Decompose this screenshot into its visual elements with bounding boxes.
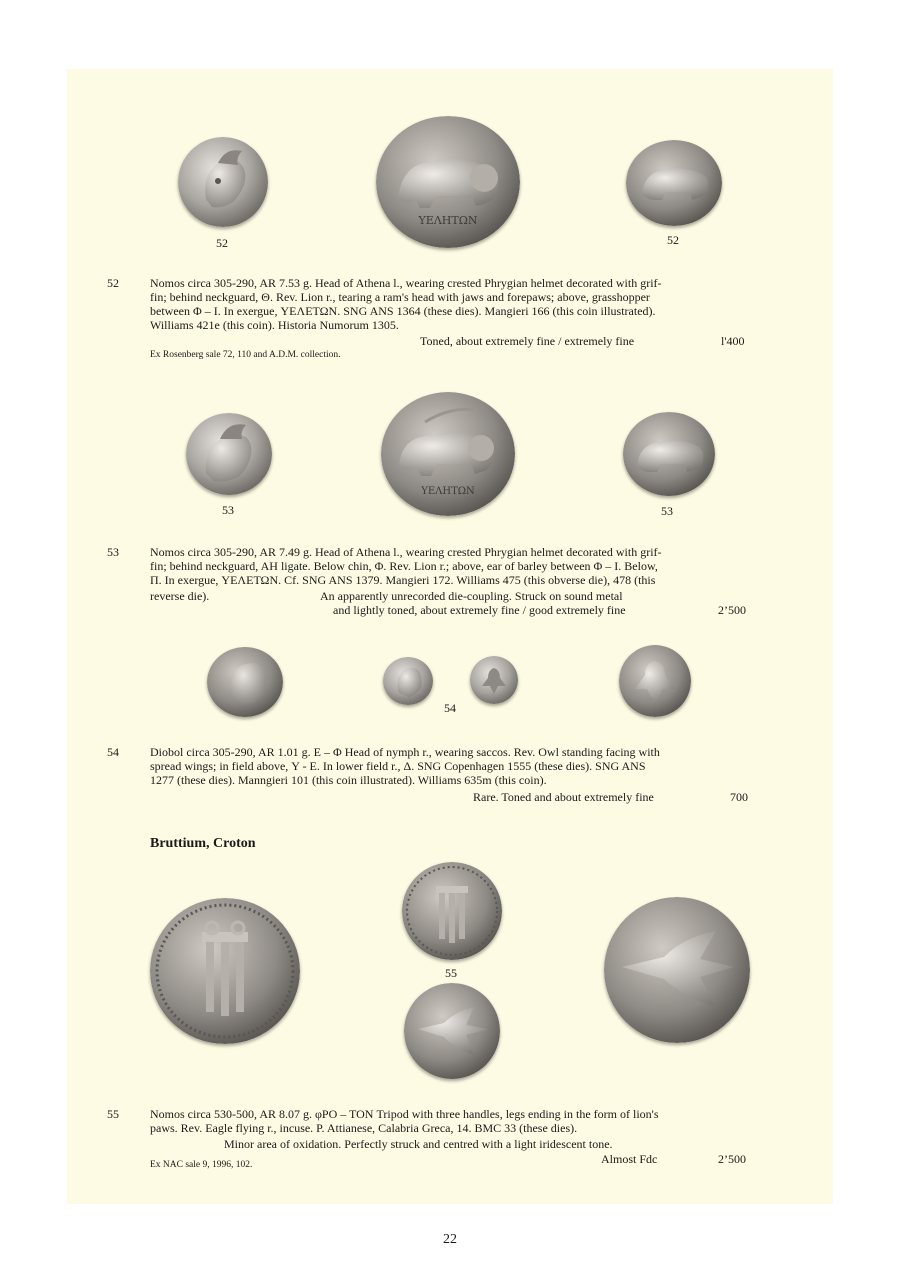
coin-53-obverse (186, 413, 272, 495)
description-line: Nomos circa 305-290, AR 7.49 g. Head of Athena l., wearing crested Phrygian helmet decorated with grif- (150, 545, 662, 559)
description-line: Nomos circa 305-290, AR 7.53 g. Head of Athena l., wearing crested Phrygian helmet decorated with grif- (150, 276, 662, 290)
description-line: Diobol circa 305-290, AR 1.01 g. E – Φ Head of nymph r., wearing saccos. Rev. Owl standing facing with (150, 745, 660, 759)
description-line: reverse die). (150, 589, 210, 603)
image-label: 54 (444, 701, 456, 715)
image-label: 52 (667, 233, 679, 247)
image-label: 53 (661, 504, 673, 518)
description-line: Π. In exergue, ΥΕΛΕΤΩΝ. Cf. SNG ANS 1379. Mangieri 172. Williams 475 (this obverse die), 478 (this (150, 573, 656, 587)
lot-number: 53 (107, 545, 119, 559)
description-line: paws. Rev. Eagle flying r., incuse. P. Attianese, Calabria Greca, 14. BMC 33 (these dies). (150, 1121, 578, 1135)
coin-54-reverse-enlarged (619, 645, 691, 717)
estimate: 2’500 (718, 603, 746, 617)
image-label: 53 (222, 503, 234, 517)
lot-description (150, 1107, 753, 1135)
lot-description (150, 276, 753, 332)
coin-54-obverse-enlarged (207, 647, 283, 717)
coin-52-reverse-enlarged (376, 116, 520, 248)
description-line: between Φ – I. In exergue, ΥΕΛΕΤΩΝ. SNG ANS 1364 (these dies). Mangieri 166 (this coin illustrated). (150, 304, 656, 318)
page-number: 22 (443, 1232, 457, 1247)
condition: Almost Fdc (601, 1152, 658, 1166)
coin-55-obverse-enlarged (150, 898, 300, 1044)
coin-53-reverse (623, 412, 715, 496)
coin-54-reverse (470, 656, 518, 704)
lot-number: 54 (107, 745, 119, 759)
description-line: 1277 (these dies). Manngieri 101 (this coin illustrated). Williams 635m (this coin). (150, 773, 547, 787)
estimate: 2’500 (718, 1152, 746, 1166)
coin-52-reverse (626, 140, 722, 226)
condition-note: An apparently unrecorded die-coupling. Struck on sound metal (320, 589, 623, 603)
image-label: 55 (445, 966, 457, 980)
coin-55-reverse (404, 983, 500, 1079)
condition: and lightly toned, about extremely fine / good extremely fine (333, 603, 626, 617)
condition-note: Minor area of oxidation. Perfectly struck and centred with a light iridescent tone. (224, 1137, 613, 1151)
description-line: Williams 421e (this coin). Historia Numorum 1305. (150, 318, 399, 332)
coin-53-legend: ΥΕΛΗΤΩΝ (421, 486, 475, 497)
description-line: spread wings; in field above, Υ - E. In lower field r., Δ. SNG Copenhagen 1555 (these dies). SNG ANS (150, 759, 646, 773)
condition: Toned, about extremely fine / extremely fine (420, 334, 635, 348)
estimate: 700 (730, 790, 748, 804)
lot-number: 52 (107, 276, 119, 290)
coin-52-obverse (178, 137, 268, 227)
coin-54-obverse (383, 657, 433, 705)
condition: Rare. Toned and about extremely fine (473, 790, 654, 804)
provenance: Ex NAC sale 9, 1996, 102. (150, 1160, 253, 1170)
lot-number: 55 (107, 1107, 119, 1121)
description-line: Nomos circa 530-500, AR 8.07 g. φΡΟ – ΤΟΝ Tripod with three handles, legs ending in the form of lion's (150, 1107, 659, 1121)
provenance: Ex Rosenberg sale 72, 110 and A.D.M. collection. (150, 350, 341, 360)
lot-description (150, 545, 753, 587)
description-line: fin; behind neckguard, AH ligate. Below chin, Φ. Rev. Lion r.; above, ear of barley between Φ – I. Below, (150, 559, 658, 573)
coin-52-legend: ΥΕΛΗΤΩΝ (418, 214, 478, 227)
lot-description (150, 745, 753, 787)
image-label: 52 (216, 236, 228, 250)
coin-53-reverse-enlarged (381, 392, 515, 516)
description-line: fin; behind neckguard, Θ. Rev. Lion r., tearing a ram's head with jaws and forepaws; above, grasshopper (150, 290, 650, 304)
estimate: l'400 (721, 334, 745, 348)
coin-55-reverse-enlarged (604, 897, 750, 1043)
section-heading: Bruttium, Croton (150, 836, 256, 851)
coin-55-obverse (402, 862, 502, 960)
